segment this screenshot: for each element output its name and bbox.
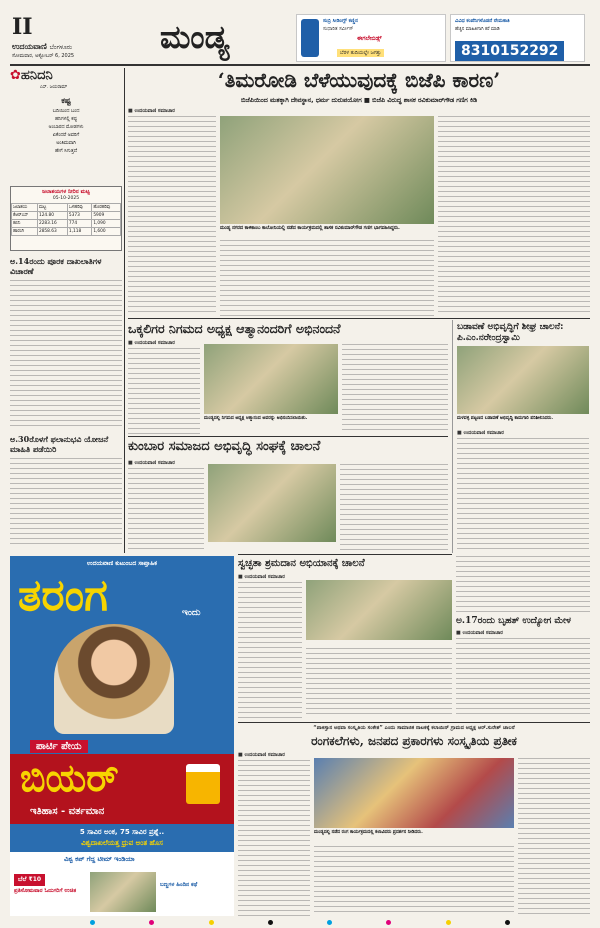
party-label: ಪಾರ್ಟಿ ಪೇಯ <box>30 740 88 753</box>
table-row: ಕಬಿನಿ 2283.16 774 1,090 <box>12 220 121 228</box>
beer-subtitle: ಇತಿಹಾಸ - ವರ್ತಮಾನ <box>30 806 105 817</box>
kashta-poem: ಬದಿಯಿಂದ ಬಂದ ಹನಿಗಳಲ್ಲಿ ಕಷ್ಟ ಅಂಬಾರದ ಮೋಡಗಳು ಏಕೆಂದರೆ ಅವರಿಗೆ ಅಂತಿಮವಾಗಿ ಹೇಗೆ ಸಿಗುತ್ತದೆ <box>48 109 84 154</box>
taranga-offer: 5 ಸಾವಿರ ಅಂಕ, 75 ಸಾವಿರ ಪ್ರಶ್ನೆ.. <box>79 828 165 836</box>
kids-label: ಬಣ್ಣಗಳ ಹಿಂದಿನ ಕಥೆ <box>160 882 198 888</box>
udyoga-headline: ಅ.17ರಂದು ಬೃಹತ್ ಉದ್ಯೋಗ ಮೇಳ <box>456 616 571 626</box>
bottom-byline: ■ ಉದಯವಾಣಿ ಸಮಾಚಾರ <box>238 752 285 758</box>
badavane-photo-caption: ಮಳವಳ್ಳಿ ಪಟ್ಟಣದ ಬಡಾವಣೆ ಅಭಿವೃದ್ಧಿ ಕಾಮಗಾರಿ ಪರಿಶೀಲಿಸಿದರು. <box>457 416 554 421</box>
story2-body <box>10 458 122 548</box>
swachhata-rule <box>238 554 452 555</box>
lead-subheadline: ಬಿಜೆಪಿಯಿಂದ ಮತಕ್ಕಾಗಿ ದೇವಸ್ಥಾನ, ಧರ್ಮ ದುರುಪಯೋಗ ■ ಬಿಜೆಪಿ ವಿರುದ್ಧ ಶಾಸಕ ರವಿಕುಮಾರ್‌ಗೌಡ ಗಣಿಗ ಕಿಡಿ <box>241 96 477 104</box>
kumbara-body-right <box>340 464 448 553</box>
okkaliga-body-left <box>128 348 200 434</box>
bottom-body-right <box>518 758 590 916</box>
district-title: ಮಂಡ್ಯ <box>160 18 230 56</box>
page-number: II <box>12 14 33 40</box>
ad-right-line2: ಹೆಚ್ಚಿನ ಮಾಹಿತಿಗಾಗಿ ಕರೆ ಮಾಡಿ <box>455 27 500 32</box>
list-price-badge: ಬೆಲೆ ₹10 <box>14 874 45 886</box>
ad-right-phone[interactable]: 8310152292 <box>455 41 564 61</box>
issue-date: ಸೋಮವಾರ, ಅಕ್ಟೋಬರ್ 6, 2025 <box>12 53 75 59</box>
bottom-body-left <box>238 760 310 916</box>
udyoga-body <box>456 638 590 718</box>
taranga-tagline: ಉದಯವಾಣಿ ಕುಟುಂಬದ ಸಾಪ್ತಾಹಿಕ <box>87 560 157 567</box>
kumbara-body-left <box>128 468 204 553</box>
badavane-box <box>452 320 590 553</box>
badavane-byline: ■ ಉದಯವಾಣಿ ಸಮಾಚಾರ <box>457 430 504 436</box>
beer-title: ಬಿಯರ್ <box>20 756 119 800</box>
ad-right[interactable] <box>450 14 585 62</box>
lead-photo <box>220 116 434 224</box>
bottom-body-mid <box>314 846 514 916</box>
column-divider <box>124 68 125 553</box>
okkaliga-byline: ■ ಉದಯವಾಣಿ ಸಮಾಚಾರ <box>128 340 175 346</box>
right-lower-body <box>456 556 590 612</box>
taranga-subtitle: ಇಂದು <box>182 608 201 618</box>
lead-byline: ■ ಉದಯವಾಣಿ ಸಮಾಚಾರ <box>128 108 175 114</box>
reg-mark-icon <box>90 920 95 925</box>
dam-table <box>10 186 122 251</box>
swachhata-body-left <box>238 582 302 718</box>
brand: ✿ಹನಿದನಿ <box>10 68 53 83</box>
okkaliga-headline: ಒಕ್ಕಲಿಗರ ನಿಗಮದ ಅಧ್ಯಕ್ಷ ಆತ್ಮಾನಂದರಿಗೆ ಅಭಿನಂದನೆ <box>128 321 341 336</box>
reg-mark-icon <box>149 920 154 925</box>
cricket-label: ವಿಶ್ವ ಕಪ್ ಗೆದ್ದ ಟೀಮ್ ಇಂಡಿಯಾ <box>64 855 135 863</box>
reg-mark-icon <box>505 920 510 925</box>
lead-photo-caption: ಮಂಡ್ಯ ನಗರದ ಕಾಳಿಕಾಂಬ ಕಾಲೋನಿಯಲ್ಲಿ ನಡೆದ ಕಾರ್ಯಕ್ರಮದಲ್ಲಿ ಶಾಸಕ ರವಿಕುಮಾರ್‌ಗೌಡ ಗಣಿಗ ಭಾಗವಹಿಸಿದ್ದರು. <box>220 226 400 231</box>
ad-center-line1: ಸುಬ್ರಿ ಸೀಡಿಂಗ್ಸ್ ಕಣ್ಣಿನ <box>323 18 358 24</box>
kumbara-byline: ■ ಉದಯವಾಣಿ ಸಮಾಚಾರ <box>128 460 175 466</box>
promo-label: ಪ್ರತಿಸೋಮವಾರ ಓದುಗರಿಗೆ ಉಚಿತ <box>14 888 77 894</box>
swachhata-photo <box>306 580 452 640</box>
badavane-headline: ಬಡಾವಣೆ ಅಭಿವೃದ್ಧಿಗೆ ಶೀಘ್ರ ಚಾಲನೆ: ಪಿ.ಎಂ.ನರೇಂದ್ರಸ್ವಾಮಿ <box>457 322 564 343</box>
bottom-photo-caption: ಮಂಡ್ಯದಲ್ಲಿ ನಡೆದ ರಂಗ ಕಾರ್ಯಕ್ರಮದಲ್ಲಿ ಕಲಾವಿದರು ಪ್ರದರ್ಶನ ನೀಡಿದರು. <box>314 830 423 835</box>
table-row: ಕೆಆರ್‌ಎಸ್ 124.80 5373 5909 <box>12 212 121 220</box>
story1-body <box>10 280 122 430</box>
edition: ಬೆಂಗಳೂರು <box>49 44 72 51</box>
taranga-bottom <box>10 852 234 916</box>
story1-headline: ಅ.14ರಂದು ಪೂರಕ ದಾಖಲಾತಿಗಳ ವಿಚಾರಣೆ <box>10 256 102 276</box>
beer-panel <box>10 754 234 824</box>
table-row: ಹಾರಂಗಿ 2858.63 1,118 1,600 <box>12 228 121 236</box>
dam-levels-table <box>11 203 121 236</box>
kashta-title: ಕಷ್ಟ <box>61 96 71 105</box>
bottom-photo <box>314 758 514 828</box>
lead-headline: ‘ತಿಮರೋಡಿ ಬೆಳೆಯುವುದಕ್ಕೆ ಬಿಜೆಪಿ ಕಾರಣ’ <box>217 68 501 92</box>
table-header-row: ಜಲಾಶಯ ಮಟ್ಟ ಒಳಹರಿವು ಹೊರಹರಿವು <box>12 204 121 212</box>
reg-mark-icon <box>446 920 451 925</box>
ad-right-line1: ವಿವಿಧ ಕಂಪೆನಿಗಳೊಡನೆ ನೇಮಕಾತಿ <box>455 18 510 24</box>
taranga-offer2: ವಿಶ್ವದಾಖಲೆಯತ್ತ ಧ್ರುವ ಅಂತ ಹೊಸ <box>81 839 163 847</box>
lead-body-right <box>438 116 590 316</box>
okkaliga-body-right <box>342 344 448 434</box>
reg-mark-icon <box>327 920 332 925</box>
swachhata-body-right <box>306 648 452 718</box>
badavane-body <box>457 438 589 550</box>
dam-table-title: ಜಲಾಶಯಗಳ ನೀರಿನ ಮಟ್ಟ <box>42 189 90 195</box>
kumbara-headline: ಕುಂಬಾರ ಸಮಾಜದ ಅಭಿವೃದ್ಧಿ ಸಂಘಕ್ಕೆ ಚಾಲನೆ <box>128 439 321 454</box>
kumbara-photo <box>208 464 336 542</box>
lead-rule <box>128 318 590 319</box>
bottom-kicker: “ಪಾಕಿಸ್ತಾನ ಅಥವಾ ಸಂಸ್ಕೃತಿಯ ಸಂಕೇತ” ಎಂದು ಸಾಮಾಜಿಕ ನಾಟಕಕ್ಕೆ ಕಲಾಯಿನ್ ಗ್ರಾಮದ ಅಧ್ಯಕ್ಷ ಆರ್.ಸುರೇಶ್ ಚಾಲನೆ <box>238 722 590 732</box>
swachhata-headline: ಸ್ವಚ್ಛತಾ ಶ್ರಮದಾನ ಅಭಿಯಾನಕ್ಕೆ ಚಾಲನೆ <box>238 558 365 569</box>
ad-center-line2: ಸುಧಾರಿತ ಸರ್ವೀಸ್ <box>323 26 354 32</box>
reg-mark-icon <box>268 920 273 925</box>
okkaliga-photo <box>204 344 338 414</box>
reg-mark-icon <box>386 920 391 925</box>
ad-center-line3: ಈಗಲೇಬಿಡ್ಸ್ <box>357 35 382 42</box>
masthead <box>0 0 600 62</box>
taranga-title: ತರಂಗ <box>18 570 108 621</box>
okkaliga-photo-caption: ಮಂಡ್ಯದಲ್ಲಿ ನಿಗಮದ ಅಧ್ಯಕ್ಷ ಆತ್ಮಾನಂದ ಅವರನ್ನು ಅಭಿನಂದಿಸಲಾಯಿತು. <box>204 416 308 421</box>
cricket-photo <box>90 872 156 912</box>
udyoga-byline: ■ ಉದಯವಾಣಿ ಸಮಾಚಾರ <box>456 630 503 636</box>
phone-icon <box>301 19 319 57</box>
ad-center[interactable] <box>296 14 446 62</box>
taranga-ad[interactable] <box>10 556 234 916</box>
registration-marks <box>90 920 510 925</box>
swachhata-byline: ■ ಉದಯವಾಣಿ ಸಮಾಚಾರ <box>238 574 285 580</box>
masthead-rule <box>10 64 590 66</box>
dam-table-date: 05-10-2025 <box>52 196 80 201</box>
reg-mark-icon <box>209 920 214 925</box>
ad-center-line4: ಬೆರಳ ತುದಿಯಲ್ಲೇ ಜಗತ್ತು <box>337 49 384 57</box>
bottom-headline: ರಂಗಕಲೆಗಳು, ಜನಪದ ಪ್ರಕಾರಗಳು ಸಂಸ್ಕೃತಿಯ ಪ್ರತೀಕ <box>311 734 517 748</box>
brand-author: ಎಸ್. ಜಯರಾಮ್ <box>40 85 68 90</box>
badavane-photo <box>457 346 589 414</box>
left-column <box>10 68 122 553</box>
beer-mug-icon <box>186 764 220 804</box>
woman-photo <box>54 624 174 734</box>
lead-body-mid <box>220 240 434 316</box>
story2-headline: ಅ.30ರೊಳಗೆ ಫಲಾನುಭವಿ ಯೋಜನೆ ಮಾಹಿತಿ ಪಡೆಯಿರಿ <box>10 434 109 454</box>
flower-icon: ✿ <box>10 68 21 83</box>
paper-name: ಉದಯವಾಣಿ ಬೆಂಗಳೂರು <box>12 42 72 51</box>
kumbara-rule <box>128 436 448 437</box>
lead-body-left <box>128 116 216 316</box>
